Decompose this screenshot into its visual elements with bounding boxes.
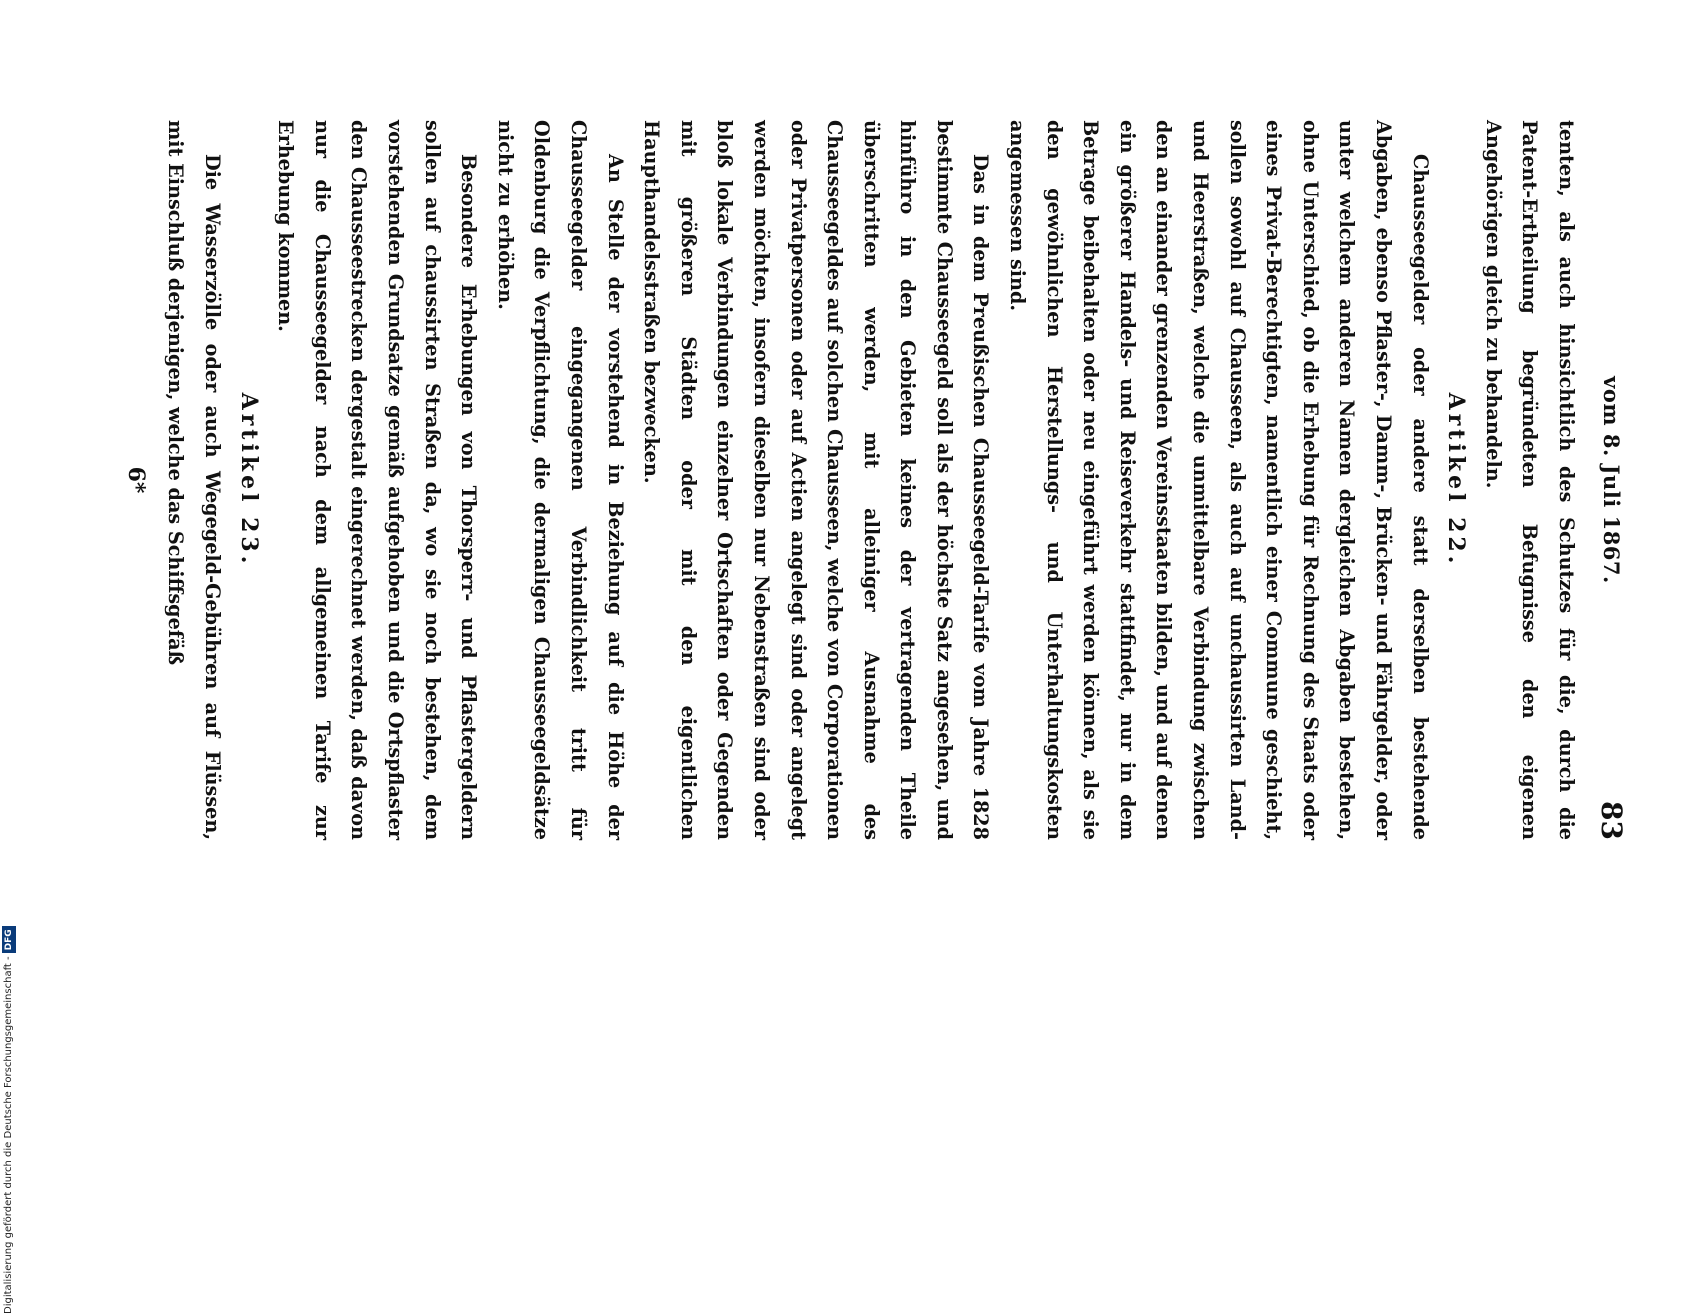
digitization-credit xyxy=(1,314,17,1314)
page-number: 83 xyxy=(1595,801,1628,840)
page-sheet xyxy=(120,80,1630,880)
article-heading-22: Artikel 22. xyxy=(1443,392,1470,568)
paragraph-oldenburg: An Stelle der vorstehend in Beziehung auf die Höhe der Chausseegelder eingegangenen Verbindlichkeit tritt für Oldenburg die Verpflichtung, die dermaligen Chausseegeldsätze nicht zu erhöhen. xyxy=(493,120,627,840)
scanned-page xyxy=(120,80,1630,880)
dfg-logo: DFG xyxy=(2,926,16,953)
running-head: vom 8. Juli 1867. xyxy=(1599,376,1624,584)
paragraph-continuation: tenten, als auch hinsichtlich des Schutzes für die, durch die Patent-Ertheilung begründeten Befugnisse den eigenen Angehörigen gleich zu behandeln. xyxy=(1481,120,1578,840)
page-header xyxy=(1584,120,1630,840)
watermark-strip xyxy=(0,0,18,1314)
paragraph-preussischen-tarif: Das in dem Preußischen Chausseegeld-Tarife vom Jahre 1828 bestimmte Chausseegeld soll als der höchste Satz angesehen, und hinführo in den Gebieten keines der vertragenden Theile überschritten werden, mit alleiniger Ausnahme des Chausseegeldes auf solchen Chausseen, welche von Corporationen oder Privatpersonen oder auf Actien angelegt sind oder angelegt werden möchten, insofern dieselben nur Nebenstraßen sind oder bloß lokale Verbindungen einzelner Ortschaften oder Gegenden mit größeren Städten oder mit den eigentlichen Haupthandelsstraßen bezwecken. xyxy=(640,120,993,840)
signature-mark: 6* xyxy=(122,466,149,494)
paragraph-wasserzoelle: Die Wasserzölle oder auch Wegegeld-Gebühren auf Flüssen, mit Einschluß derjenigen, welche das Schiffsgefäß xyxy=(164,120,225,840)
article-heading-23: Artikel 23. xyxy=(235,392,262,568)
watermark-text: Digitalisierung gefördert durch die Deutsche Forschungsgemeinschaft - xyxy=(3,956,14,1314)
body-text xyxy=(119,120,1584,840)
paragraph-chausseegelder: Chausseegelder oder andere statt derselben bestehende Abgaben, ebenso Pflaster-, Damm-, Brücken- und Fährgelder, oder unter welchem anderen Namen dergleichen Abgaben bestehen, ohne Unterschied, ob die Erhebung für Rechnung des Staats oder eines Privat-Berechtigten, namentlich einer Commune geschieht, sollen sowohl auf Chausseen, als auch auf unchaussirten Land- und Heerstraßen, welche die unmittelbare Verbindung zwischen den an einander grenzenden Vereinsstaaten bilden, und auf denen ein größerer Handels- und Reiseverkehr stattfindet, nur in dem Betrage beibehalten oder neu eingeführt werden können, als sie den gewöhnlichen Herstellungs- und Unterhaltungskosten angemessen sind. xyxy=(1006,120,1432,840)
paragraph-thorsperr: Besondere Erhebungen von Thorsperr- und Pflastergeldern sollen auf chaussirten Straßen da, wo sie noch bestehen, dem vorstehenden Grundsatze gemäß aufgehoben und die Ortspflaster den Chausseestrecken dergestalt eingerechnet werden, daß davon nur die Chausseegelder nach dem allgemeinen Tarife zur Erhebung kommen. xyxy=(274,120,481,840)
